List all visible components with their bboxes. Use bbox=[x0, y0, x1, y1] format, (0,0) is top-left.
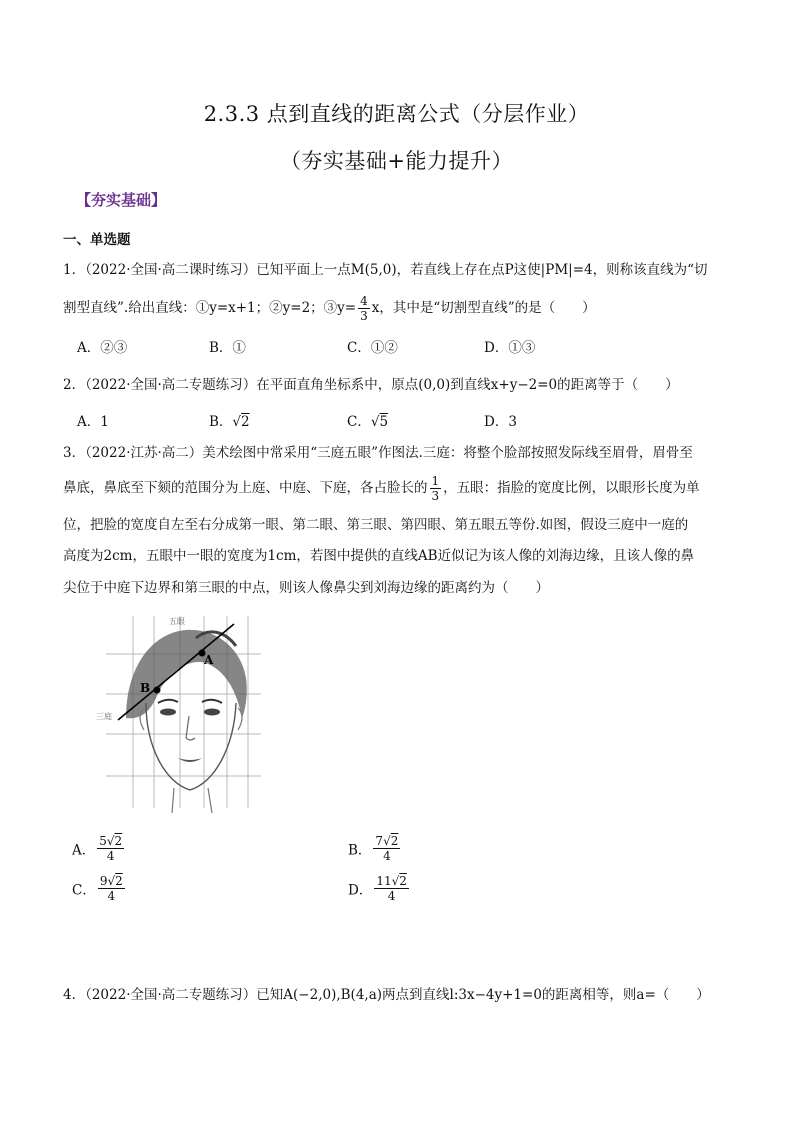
q3-option-d-frac: $\frac{11√2}{4}$ bbox=[376, 874, 407, 903]
q1-fraction-den: 3 bbox=[360, 309, 368, 323]
denominator: 4 bbox=[107, 889, 116, 903]
five-eyes-label: 五眼 bbox=[169, 617, 185, 626]
coef: 7 bbox=[375, 834, 384, 848]
q2-option-c-radicand: 5 bbox=[379, 414, 389, 430]
radicand: 2 bbox=[114, 834, 123, 848]
radicand: 2 bbox=[399, 874, 407, 888]
q1-option-c: C．①② bbox=[347, 340, 398, 356]
q3-line-2-b: ，五眼：指脸的宽度比例，以眼形长度为单 bbox=[443, 480, 700, 496]
denominator: 4 bbox=[387, 889, 396, 903]
section-label: 【夯实基础】 bbox=[76, 191, 167, 209]
q3-option-b bbox=[348, 834, 402, 863]
q3-line-2-a: 鼻底，鼻底至下颏的范围分为上庭、中庭、下庭，各占脸长的 bbox=[63, 480, 428, 496]
q1-option-a: A．②③ bbox=[77, 340, 128, 356]
q2-option-b bbox=[209, 410, 250, 430]
coef: 9 bbox=[99, 874, 108, 888]
q2-option-b-label: B． bbox=[209, 414, 233, 430]
denominator: 4 bbox=[106, 849, 115, 863]
q3-line-2 bbox=[63, 474, 700, 503]
q1-line-2 bbox=[63, 294, 596, 323]
q3-option-c-frac: $\frac{9√2}{4}$ bbox=[99, 874, 123, 903]
q3-option-c bbox=[72, 874, 127, 903]
q3-fraction-den: 3 bbox=[431, 489, 440, 503]
heading-single-choice: 一、单选题 bbox=[63, 232, 131, 248]
point-b-label: B bbox=[140, 681, 151, 695]
point-a-label: A bbox=[204, 653, 214, 667]
q2-option-c bbox=[347, 410, 388, 430]
q1-fraction bbox=[358, 294, 370, 323]
q3-option-d-label: D． bbox=[348, 882, 373, 899]
q1-line-2-b: x，其中是“切割型直线”的是（ ） bbox=[371, 300, 596, 316]
q3-line-1: 3．（2022·江苏·高二）美术绘图中常采用“三庭五眼”作图法.三庭：将整个脸部按照发际线至眉骨，眉骨至 bbox=[63, 445, 693, 461]
q2-option-a: A．1 bbox=[77, 414, 109, 430]
q1-fraction-num: 4 bbox=[360, 294, 368, 308]
hair-shape bbox=[126, 630, 247, 718]
q4-stem: 4．（2022·全国·高二专题练习）已知A(−2,0),B(4,a)两点到直线l:3x−4y+1=0的距离相等，则a=（ ） bbox=[63, 987, 710, 1003]
q3-option-c-label: C． bbox=[72, 882, 96, 899]
q2-option-c-label: C． bbox=[347, 414, 371, 430]
right-eye bbox=[204, 709, 220, 716]
coef: 11 bbox=[376, 874, 392, 888]
q3-option-a-frac: $\frac{5√2}{4}$ bbox=[99, 834, 123, 863]
q3-option-b-frac: $\frac{7√2}{4}$ bbox=[375, 834, 399, 863]
left-eye bbox=[160, 709, 176, 716]
q1-line-1: 1．（2022·全国·高二课时练习）已知平面上一点M(5,0)，若直线上存在点P这使|PM|=4，则称该直线为“切 bbox=[63, 262, 708, 278]
sqrt-symbol: √2 bbox=[232, 414, 250, 430]
q2-option-d: D．3 bbox=[484, 414, 517, 430]
q3-line-5: 尖位于中庭下边界和第三眼的中点，则该人像鼻尖到刘海边缘的距离约为（ ） bbox=[63, 580, 549, 596]
sqrt-symbol: √5 bbox=[370, 414, 389, 430]
face-outline bbox=[146, 703, 236, 790]
point-b bbox=[154, 687, 161, 694]
q1-line-2-a: 割型直线”.给出直线：①y=x+1；②y=2；③y= bbox=[63, 300, 357, 316]
q1-option-d: D．①③ bbox=[484, 340, 536, 356]
q3-line-3: 位，把脸的宽度自左至右分成第一眼、第二眼、第三眼、第四眼、第五眼五等份.如图，假设三庭中一庭的 bbox=[63, 517, 689, 533]
q3-option-a bbox=[72, 834, 126, 863]
q3-line-4: 高度为2cm，五眼中一眼的宽度为1cm，若图中提供的直线AB近似记为该人像的刘海边缘，且该人像的鼻 bbox=[63, 548, 695, 564]
q2-stem: 2．（2022·全国·高二专题练习）在平面直角坐标系中，原点(0,0)到直线x+y−2=0的距离等于（ ） bbox=[63, 377, 679, 393]
page-title: 2.3.3 点到直线的距离公式（分层作业） bbox=[203, 102, 590, 126]
radicand: 2 bbox=[115, 874, 123, 888]
q3-fraction bbox=[430, 474, 442, 503]
face-figure bbox=[96, 608, 266, 818]
denominator: 4 bbox=[383, 849, 391, 863]
q3-fraction-num: 1 bbox=[431, 474, 440, 488]
three-courts-label: 三庭 bbox=[96, 712, 112, 721]
right-eyebrow bbox=[202, 700, 222, 703]
q3-option-d bbox=[348, 874, 411, 903]
q2-option-b-radicand: 2 bbox=[241, 414, 250, 430]
q1-option-b: B．① bbox=[209, 340, 246, 356]
nose bbox=[186, 716, 195, 740]
q3-option-a-label: A． bbox=[72, 842, 96, 859]
neck bbox=[172, 788, 212, 813]
coef: 5 bbox=[99, 834, 107, 848]
mouth bbox=[178, 758, 202, 762]
page-subtitle: （夯实基础+能力提升） bbox=[279, 149, 514, 173]
q3-option-b-label: B． bbox=[348, 842, 372, 859]
radicand: 2 bbox=[390, 834, 399, 848]
left-eyebrow bbox=[158, 700, 178, 703]
